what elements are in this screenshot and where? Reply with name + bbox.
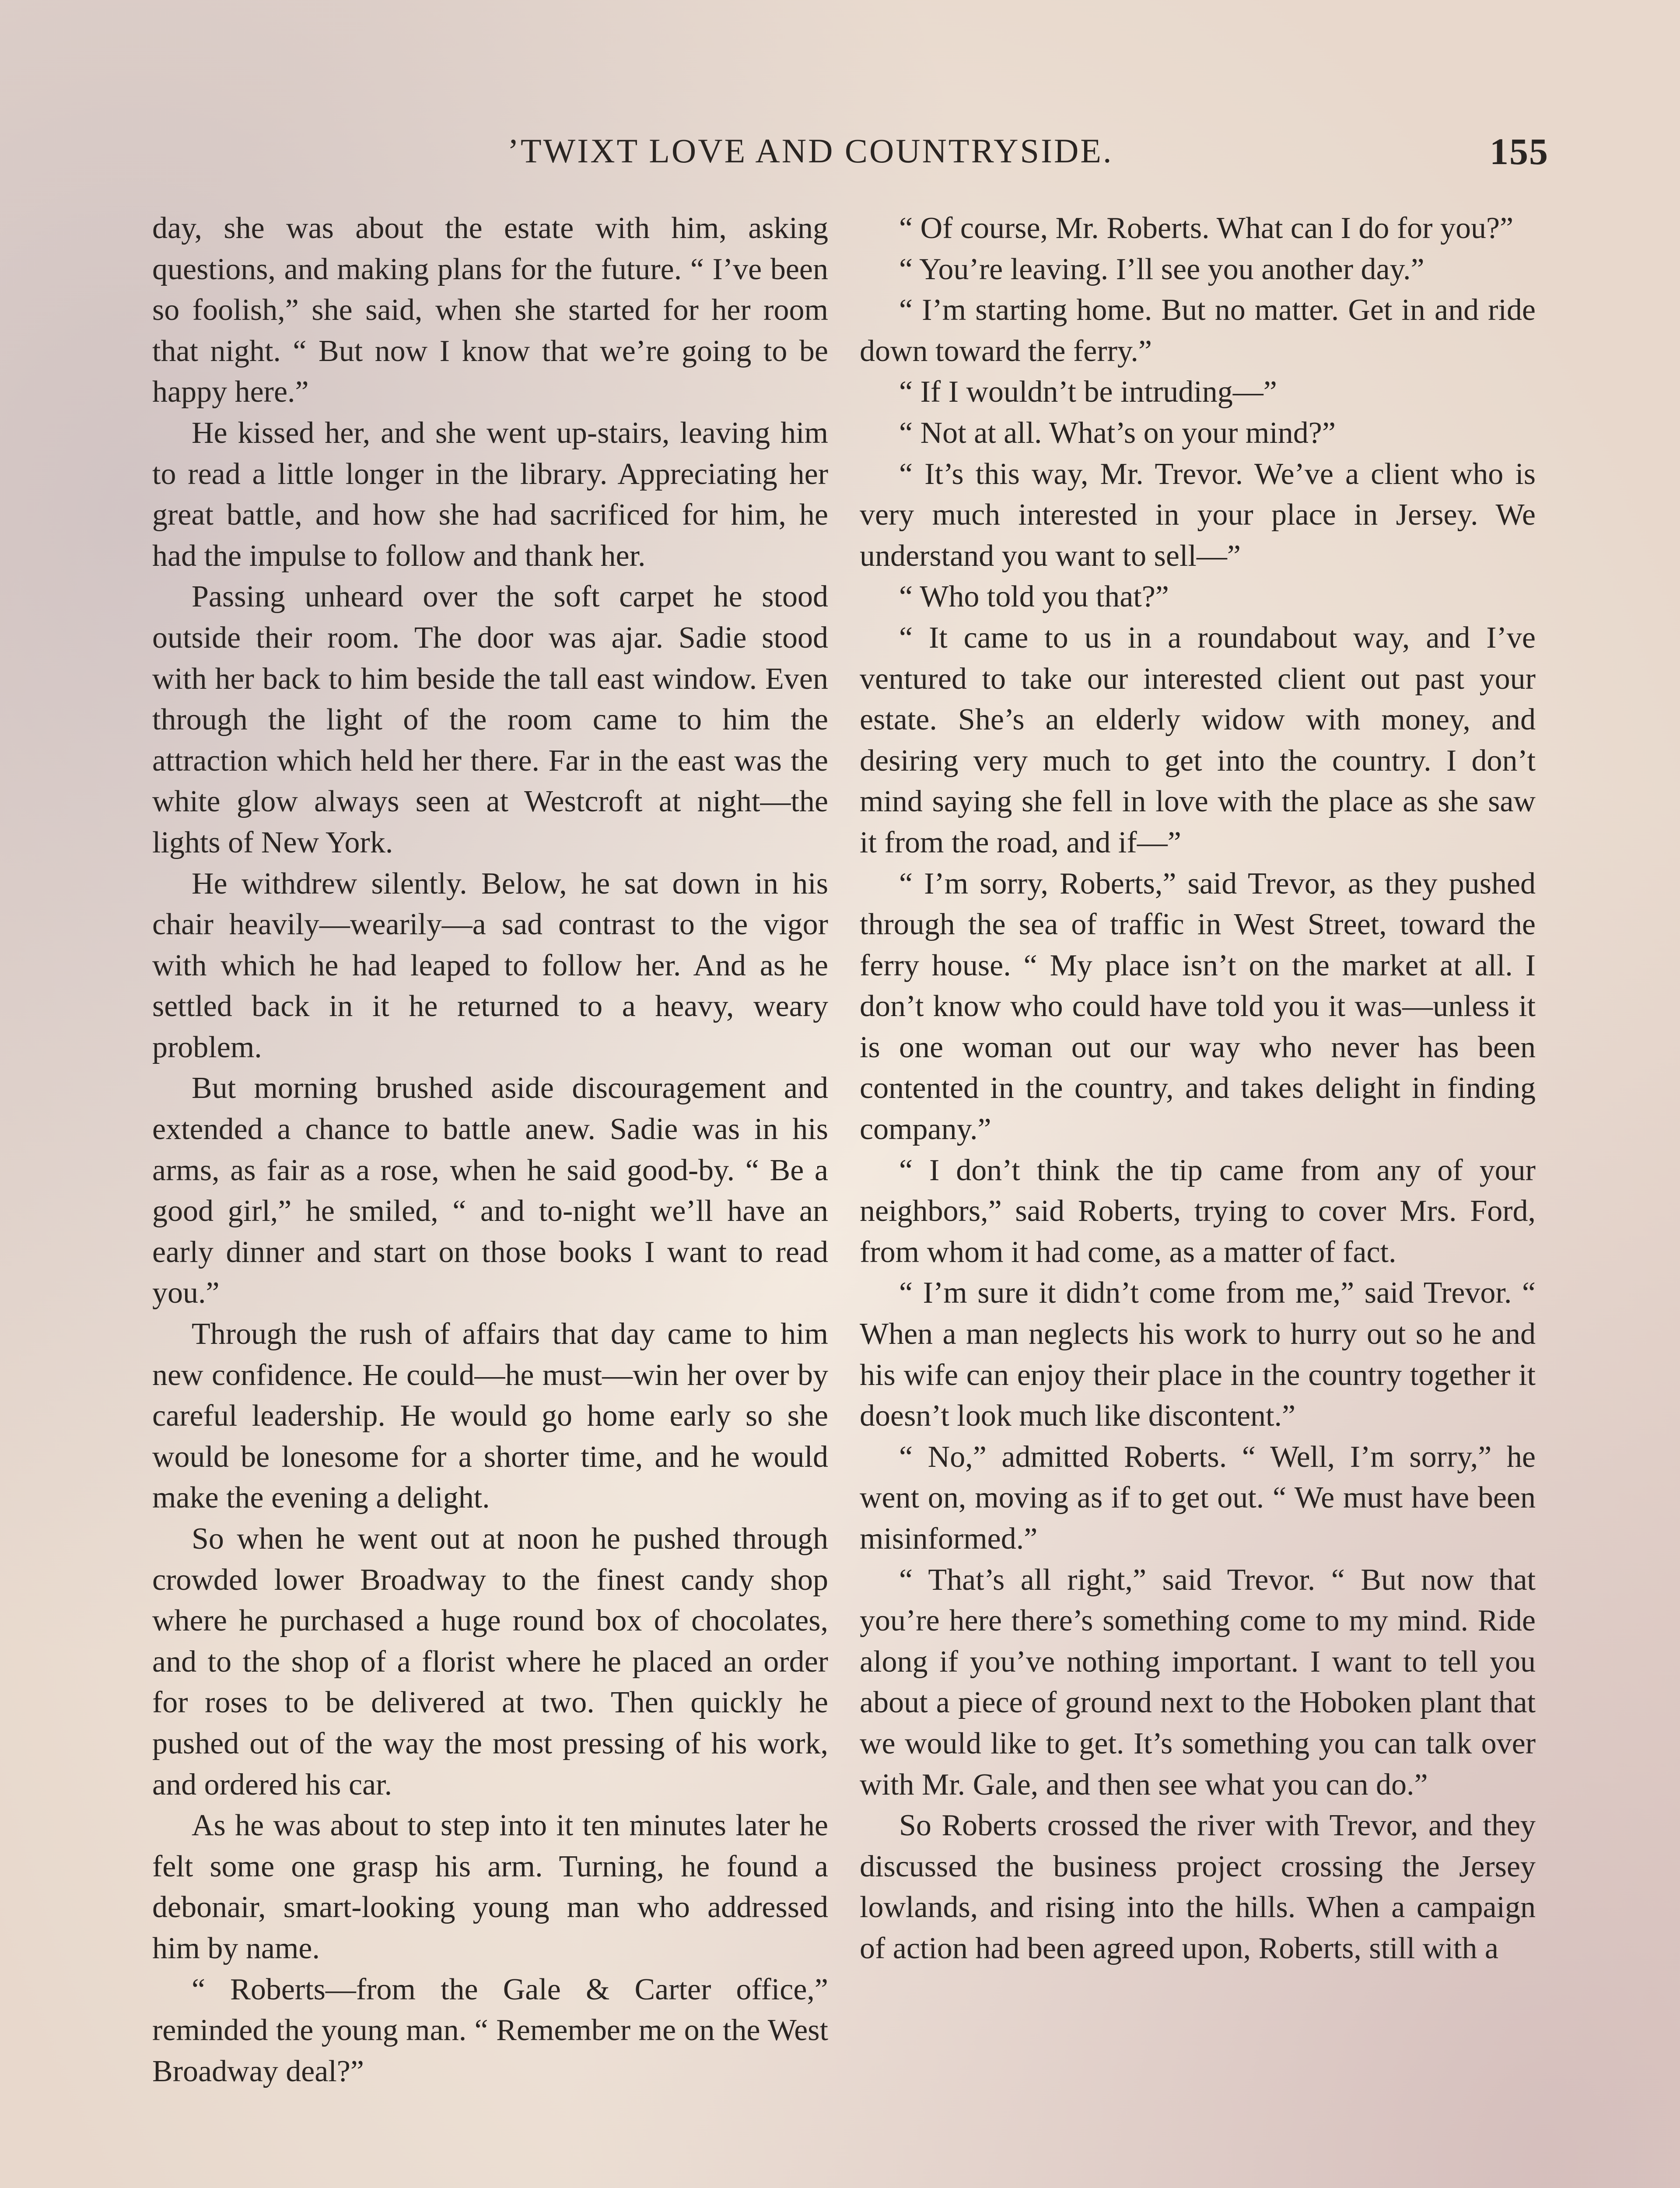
paragraph: “ Of course, Mr. Roberts. What can I do for you?”	[899, 211, 1514, 245]
paragraph: “ I’m sure it didn’t come from me,” said Trevor. “ When a man neglects his work to hurry out so he and his wife can enjoy their place in the country together it doesn’t look much like discontent.”	[860, 1276, 1536, 1433]
paragraph: He withdrew silently. Below, he sat down in his chair heavily—wearily—a sad contrast to the vigor with which he had leaped to follow her. And as he settled back in it he returned to a heavy, weary problem.	[152, 866, 828, 1064]
paragraph: Passing unheard over the soft carpet he stood outside their room. The door was ajar. Sadie stood with her back to him beside the tall east window. Even through the light of the room came to him the attraction which held her there. Far in the east was the white glow always seen at Westcroft at night—the lights of New York.	[152, 580, 828, 859]
paragraph: So Roberts crossed the river with Trevor, and they discussed the business project crossing the Jersey lowlands, and rising into the hills. When a campaign of action had been agreed upon, Roberts, still with a	[860, 1809, 1536, 1965]
page-header	[149, 131, 1549, 179]
paragraph: “ If I wouldn’t be intruding—”	[899, 375, 1277, 409]
right-column	[860, 208, 1536, 2188]
paragraph: “ You’re leaving. I’ll see you another day.”	[899, 252, 1424, 286]
paragraph: “ That’s all right,” said Trevor. “ But now that you’re here there’s something come to my mind. Ride along if you’ve nothing important. I want to tell you about a piece of ground next to the Hoboken plant that we would like to get. It’s something you can talk over with Mr. Gale, and then see what you can do.”	[860, 1563, 1536, 1802]
page-number: 155	[1490, 130, 1549, 172]
paragraph: “ I’m sorry, Roberts,” said Trevor, as they pushed through the sea of traffic in West Street, toward the ferry house. “ My place isn’t on the market at all. I don’t know who could have told you it was—unless it is one woman out our way who never has been contented in the country, and takes delight in finding company.”	[860, 866, 1536, 1147]
running-head: ’TWIXT LOVE AND COUNTRYSIDE.	[508, 132, 1113, 170]
paragraph: He kissed her, and she went up-stairs, leaving him to read a little longer in the library. Appreciating her great battle, and how she had sacrificed for him, he had the impulse to follow and thank her.	[152, 416, 828, 573]
paragraph: “ I’m starting home. But no matter. Get in and ride down toward the ferry.”	[860, 293, 1536, 368]
paragraph: So when he went out at noon he pushed through crowded lower Broadway to the finest candy shop where he purchased a huge round box of chocolates, and to the shop of a florist where he placed an order for roses to be delivered at two. Then quickly he pushed out of the way the most pressing of his work, and ordered his car.	[152, 1522, 828, 1802]
paragraph: “ It came to us in a roundabout way, and I’ve ventured to take our interested client out past your estate. She’s an elderly widow with money, and desiring very much to get into the country. I don’t mind saying she fell in love with the place as she saw it from the road, and if—”	[860, 621, 1536, 859]
left-column	[152, 208, 828, 2188]
paragraph: “ Not at all. What’s on your mind?”	[899, 416, 1336, 450]
paragraph: “ I don’t think the tip came from any of your neighbors,” said Roberts, trying to cover Mrs. Ford, from whom it had come, as a matter of fact.	[860, 1153, 1536, 1269]
paragraph: “ Roberts—from the Gale & Carter office,” reminded the young man. “ Remember me on the West Broadway deal?”	[152, 1972, 828, 2088]
paragraph: “ It’s this way, Mr. Trevor. We’ve a client who is very much interested in your place in Jersey. We understand you want to sell—”	[860, 457, 1536, 573]
paragraph: “ No,” admitted Roberts. “ Well, I’m sorry,” he went on, moving as if to get out. “ We must have been misinformed.”	[860, 1440, 1536, 1556]
paragraph: But morning brushed aside discouragement and extended a chance to battle anew. Sadie was in his arms, as fair as a rose, when he said good-by. “ Be a good girl,” he smiled, “ and to-night we’ll have an early dinner and start on those books I want to read you.”	[152, 1071, 828, 1310]
paragraph: As he was about to step into it ten minutes later he felt some one grasp his arm. Turning, he found a debonair, smart-looking young man who addressed him by name.	[152, 1809, 828, 1965]
paragraph: “ Who told you that?”	[899, 580, 1169, 614]
paragraph: day, she was about the estate with him, asking questions, and making plans for the future. “ I’ve been so foolish,” she said, when she started for her room that night. “ But now I know that we’re going to be happy here.”	[152, 211, 828, 409]
paragraph: Through the rush of affairs that day came to him new confidence. He could—he must—win her over by careful leadership. He would go home early so she would be lonesome for a shorter time, and he would make the evening a delight.	[152, 1317, 828, 1515]
